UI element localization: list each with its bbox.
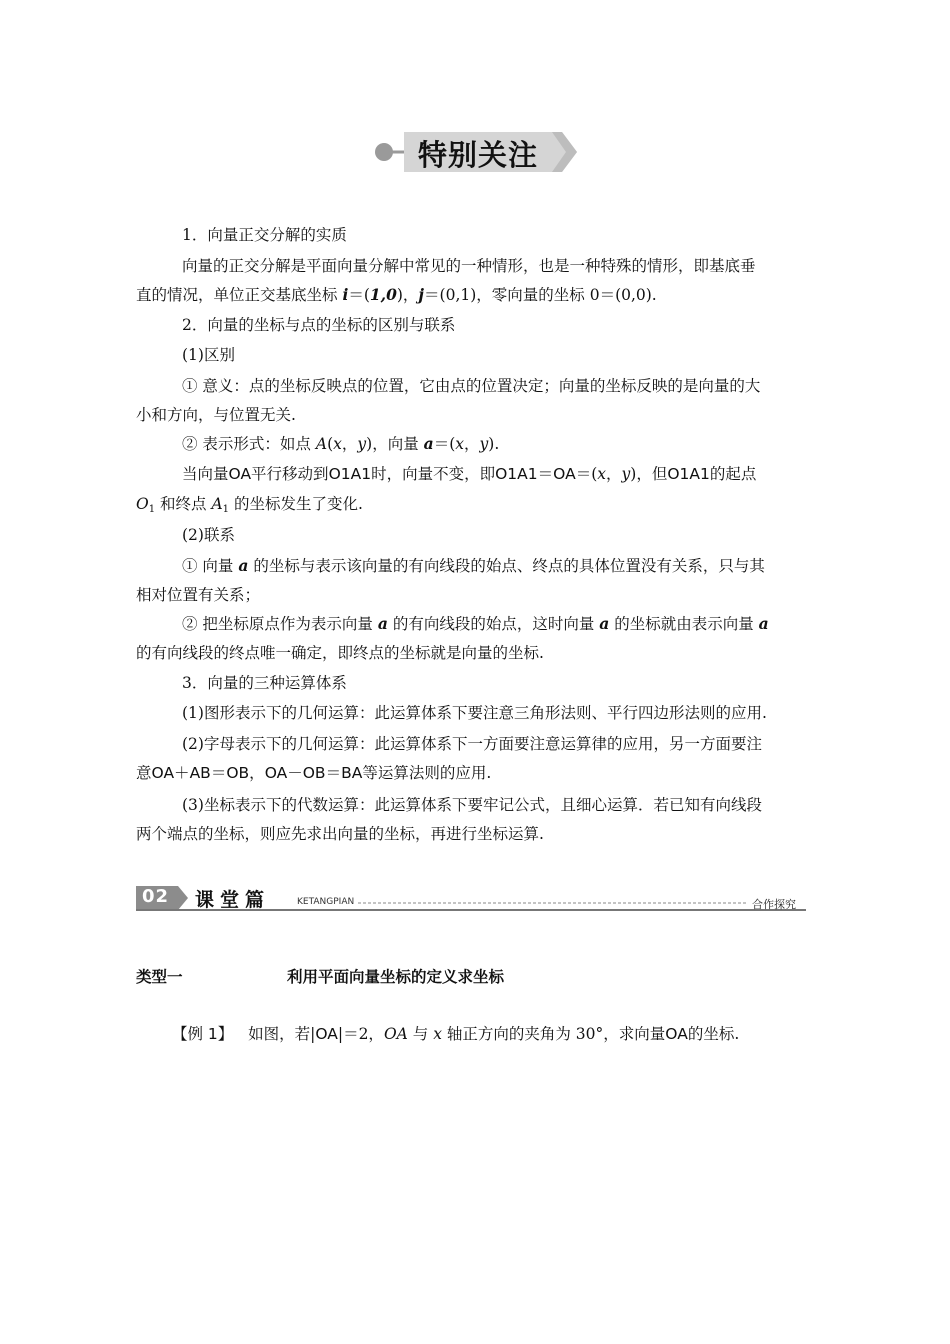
banner-title: 特别关注: [418, 138, 539, 172]
form-line: ② 表示形式：如点 A(x，y)，向量 a＝(x，y).: [182, 434, 500, 453]
heading-3: 3．向量的三种运算体系: [182, 674, 347, 692]
connection-2-line-2: 的有向线段的终点唯一确定，即终点的坐标就是向量的坐标.: [136, 644, 544, 662]
meaning-line-1: ① 意义：点的坐标反映点的位置，它由点的位置决定；向量的坐标反映的是向量的大: [182, 377, 761, 395]
sub-heading-connection: (2)联系: [182, 526, 235, 544]
translation-line-1: 当向量OA平行移动到O1A1时，向量不变，即O1A1＝OA＝(x，y)，但O1A1的起点: [182, 465, 757, 483]
connection-2-line-1: ② 把坐标原点作为表示向量 a 的有向线段的始点，这时向量 a 的坐标就由表示向量 a: [182, 614, 769, 633]
section-title: 课堂篇: [195, 889, 271, 911]
section-badge: 02: [142, 886, 170, 907]
example-tag: 【例 1】: [172, 1025, 234, 1043]
system-1: (1)图形表示下的几何运算：此运算体系下要注意三角形法则、平行四边形法则的应用.: [182, 704, 767, 722]
system-2-line-2: 意OA＋AB＝OB，OA－OB＝BA等运算法则的应用.: [136, 764, 492, 782]
section-right-label: 合作探究: [752, 898, 796, 911]
system-2-line-1: (2)字母表示下的几何运算：此运算体系下一方面要注意运算律的应用，另一方面要注: [182, 735, 762, 753]
example-1: 【例 1】 如图，若|OA|＝2，OA 与 x 轴正方向的夹角为 30°，求向量OA的坐标.: [172, 1025, 740, 1043]
heading-1: 1．向量正交分解的实质: [182, 226, 347, 244]
type-label: 类型一: [136, 968, 183, 986]
heading-2: 2．向量的坐标与点的坐标的区别与联系: [182, 316, 456, 334]
p1-line-1: 向量的正交分解是平面向量分解中常见的一种情形，也是一种特殊的情形，即基底垂: [182, 257, 756, 275]
meaning-line-2: 小和方向，与位置无关.: [136, 406, 296, 424]
p1-line-2: 直的情况，单位正交基底坐标 i＝(1,0)，j＝(0,1)，零向量的坐标 0＝(0,0).: [136, 285, 657, 304]
system-3-line-1: (3)坐标表示下的代数运算：此运算体系下要牢记公式，且细心运算．若已知有向线段: [182, 796, 762, 814]
connection-1-line-2: 相对位置有关系；: [136, 586, 261, 604]
sub-heading-difference: (1)区别: [182, 346, 235, 364]
section-english: KETANGPIAN: [297, 897, 355, 907]
connection-1-line-1: ① 向量 a 的坐标与表示该向量的有向线段的始点、终点的具体位置没有关系，只与其: [182, 556, 765, 575]
system-3-line-2: 两个端点的坐标，则应先求出向量的坐标，再进行坐标运算.: [136, 825, 544, 843]
type-title: 利用平面向量坐标的定义求坐标: [287, 968, 505, 986]
translation-line-2: $O_1$ 和终点 $A_1$ 的坐标发生了变化.: [136, 495, 363, 515]
